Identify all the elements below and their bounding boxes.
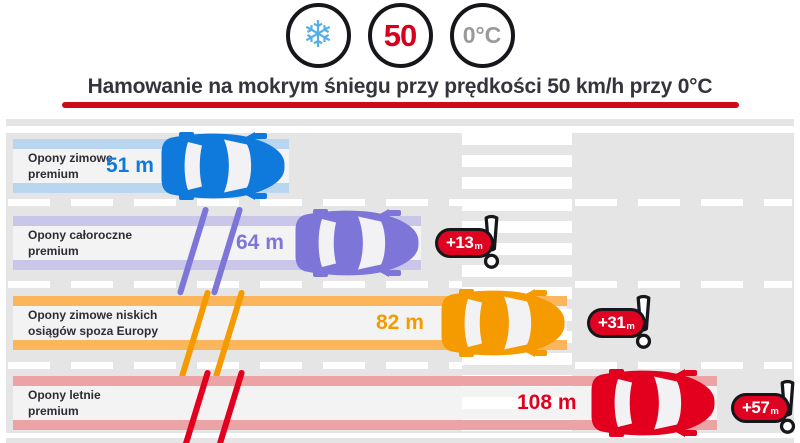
tire-label-line2: premium [28, 166, 79, 181]
tire-label [28, 151, 113, 182]
distance-label: 64 m [236, 231, 284, 254]
road-shoulder-top [6, 119, 794, 126]
extra-distance-unit: m [770, 406, 779, 417]
extra-distance-unit: m [626, 321, 635, 332]
car-icon [437, 288, 569, 358]
tire-label-line2: premium [28, 403, 79, 418]
distance-label: 51 m [106, 154, 154, 177]
tire-label [28, 388, 101, 419]
car-icon [157, 131, 289, 201]
lane-marking [8, 281, 792, 288]
page-title: Hamowanie na mokrym śniegu przy prędkości 50 km/h przy 0°C [87, 75, 713, 98]
tire-label-line1: Opony całoroczne [28, 228, 133, 242]
temperature-badge [450, 3, 515, 68]
snowflake-icon: ❄ [302, 14, 334, 55]
condition-icons [0, 3, 800, 68]
extra-distance-badge [587, 308, 646, 338]
speed-limit-badge [368, 3, 433, 68]
distance-label: 82 m [376, 311, 424, 334]
title-underline [62, 102, 739, 108]
tire-label [28, 228, 132, 259]
distance-label: 108 m [517, 391, 577, 414]
lane-marking [8, 199, 792, 206]
tire-label-line2: osiągów spoza Europy [28, 323, 159, 338]
tire-label-line1: Opony zimowe [28, 151, 113, 165]
snowflake-badge [286, 3, 351, 68]
tire-label-line2: premium [28, 243, 79, 258]
extra-distance-badge [435, 228, 494, 258]
extra-distance-value: +57 [742, 398, 770, 417]
tire-label-line1: Opony zimowe niskich [28, 308, 158, 322]
tire-label-line1: Opony letnie [28, 388, 101, 402]
car-icon [291, 208, 423, 278]
extra-distance-unit: m [474, 241, 483, 252]
car-icon [587, 368, 719, 438]
temperature-value: 0°C [462, 22, 502, 48]
tire-label [28, 308, 158, 339]
speed-limit-value: 50 [383, 17, 417, 53]
extra-distance-badge [731, 393, 790, 423]
extra-distance-value: +31 [598, 313, 626, 332]
extra-distance-value: +13 [446, 233, 474, 252]
road-shoulder-bottom [6, 438, 794, 443]
